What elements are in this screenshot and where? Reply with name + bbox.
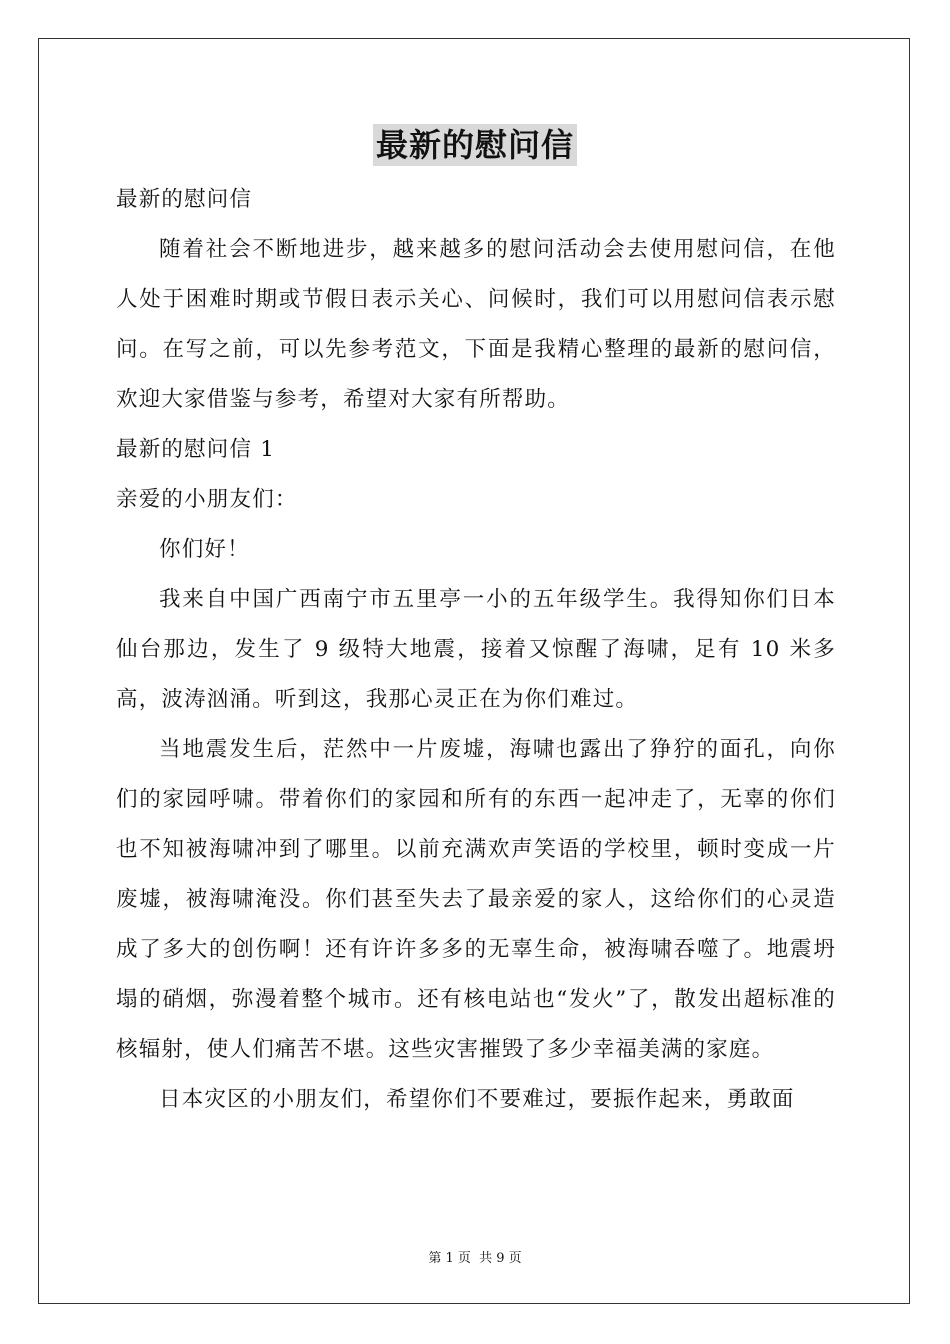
document-body: [116, 175, 836, 1125]
page-total: 共 9 页: [479, 1251, 522, 1266]
paragraph: 最新的慰问信 1: [116, 437, 276, 462]
paragraph: 日本灾区的小朋友们，希望你们不要难过，要振作起来，勇敢面: [159, 1087, 795, 1112]
paragraph: 最新的慰问信: [116, 187, 253, 212]
paragraph: 亲爱的小朋友们：: [116, 487, 298, 512]
document-title: 最新的慰问信: [373, 124, 577, 166]
paragraph: 你们好！: [159, 537, 250, 562]
page-number: 第 1 页: [428, 1251, 471, 1266]
paragraph: 我来自中国广西南宁市五里亭一小的五年级学生。我得知你们日本仙台那边，发生了 9 级特大地震，接着又惊醒了海啸，足有 10 米多高，波涛汹涌。听到这，我那心灵正在为你们难过。: [116, 587, 836, 712]
paragraph: 当地震发生后，茫然中一片废墟，海啸也露出了狰狞的面孔，向你们的家园呼啸。带着你们的家园和所有的东西一起冲走了，无辜的你们也不知被海啸冲到了哪里。以前充满欢声笑语的学校里，顿时变成一片废墟，被海啸淹没。你们甚至失去了最亲爱的家人，这给你们的心灵造成了多大的创伤啊！还有许许多多的无辜生命，被海啸吞噬了。地震坍塌的硝烟，弥漫着整个城市。还有核电站也“发火”了，散发出超标准的核辐射，使人们痛苦不堪。这些灾害摧毁了多少幸福美满的家庭。: [116, 737, 836, 1062]
paragraph: 随着社会不断地进步，越来越多的慰问活动会去使用慰问信，在他人处于困难时期或节假日表示关心、问候时，我们可以用慰问信表示慰问。在写之前，可以先参考范文，下面是我精心整理的最新的慰问信，欢迎大家借鉴与参考，希望对大家有所帮助。: [116, 237, 836, 412]
title-wrap: [0, 124, 950, 166]
page-footer: [0, 1247, 950, 1266]
